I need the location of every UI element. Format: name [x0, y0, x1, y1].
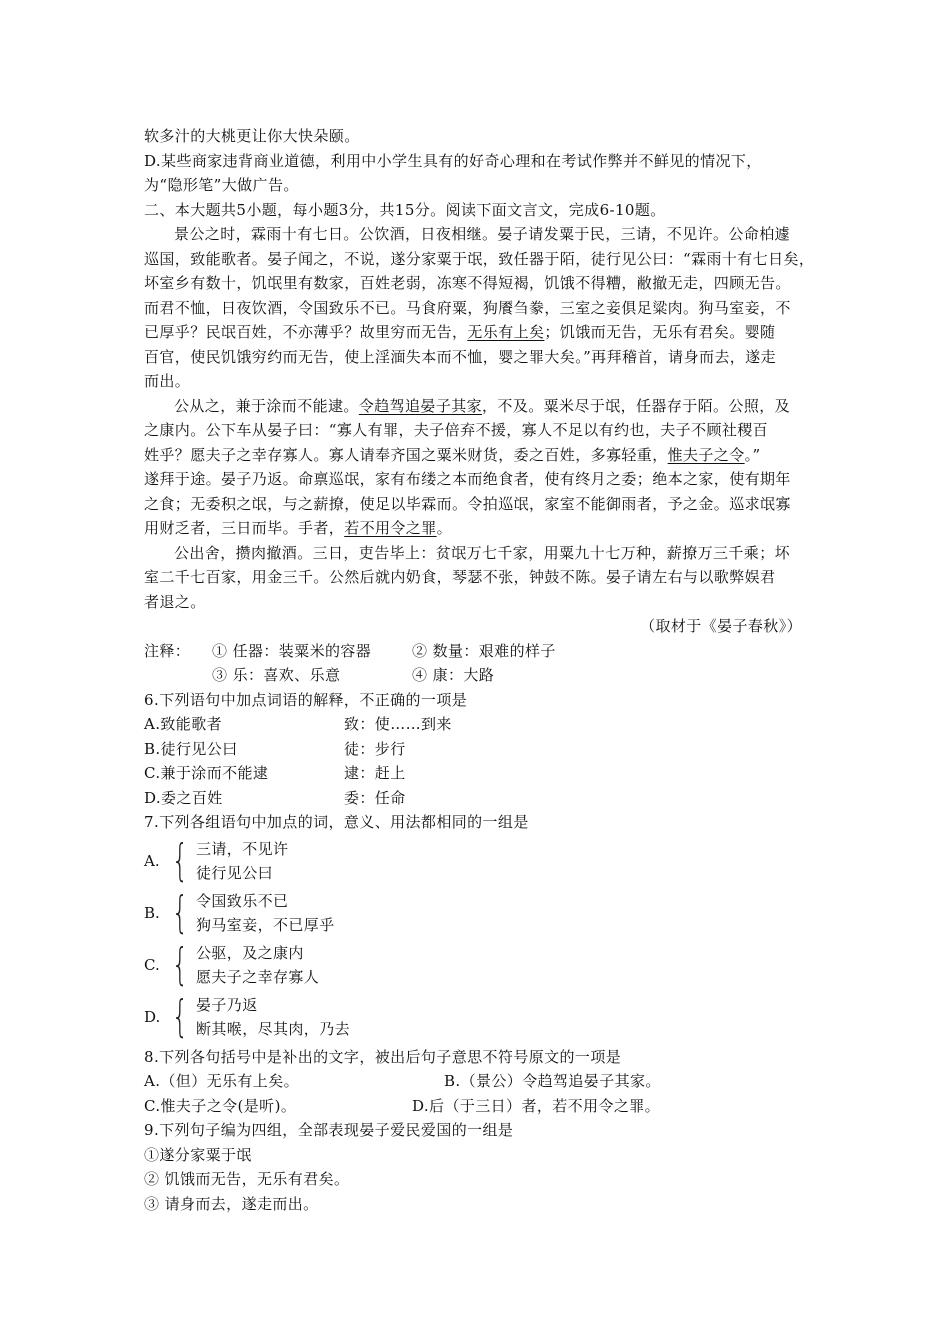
passage-line: 景公之时，霖雨十有七日。公饮酒，日夜相继。晏子请发粟于民，三请，不见许。公命柏遽 [174, 225, 791, 243]
question-9-item: ①遂分家粟于氓 [144, 1145, 252, 1164]
brace-icon: { [171, 938, 189, 990]
question-6-option: A.致能歌者 致：使……到来 [144, 715, 452, 733]
notes-row [144, 663, 814, 688]
question-6-option: B.徒行见公曰 徒：步行 [144, 739, 406, 758]
passage-line: 之食；无委积之氓，与之薪撩，使足以毕霖而。令拍巡氓，家室不能御雨者，予之金。巡求氓寡 [144, 494, 791, 513]
passage-line: 巡国，致能歌者。晏子闻之，不说，遂分家粟于氓，致任器于陌，徒行见公曰：“霖雨十有七日矣， [144, 249, 815, 268]
note-item: ③ 乐：喜欢、乐意 [212, 666, 341, 684]
question-8-option-a: A.（但）无乐有上矣。 [144, 1072, 300, 1090]
question-8-option-d: D.后（于三日）者，若不用令之罪。 [412, 1096, 661, 1115]
brace-icon: { [171, 990, 189, 1042]
passage-line: 遂拜于途。晏子乃返。命禀巡氓，家有布缕之本而绝食者，使有终月之委；绝本之家，使有期年 [144, 470, 791, 488]
passage-line: 而君不恤，日夜饮酒，令国致乐不已。马食府粟，狗餍刍豢，三室之妾俱足粱肉。狗马室妾，不 [144, 298, 791, 317]
passage-paragraph-1 [144, 222, 814, 394]
brace-icon: { [171, 886, 189, 938]
underlined-phrase: 若不用令之罪 [344, 519, 437, 537]
question-7-stem: 7.下列各组语句中加点的词，意义、用法都相同的一组是 [144, 813, 529, 831]
section-heading: 二、本大题共5小题，每小题3分，共15分。阅读下面文言文，完成6-10题。 [144, 200, 666, 219]
passage-line: 用财乏者，三日而毕。手者，若不用令之罪。 [144, 519, 453, 537]
passage-line: 公出舍，攒肉撤酒。三日，吏告毕上：贫氓万七千家，用粟九十七万种，薪撩万三千乘；坏 [174, 543, 791, 562]
question-6-option: C.兼于涂而不能逮 逮：赶上 [144, 764, 406, 782]
question-8-options [144, 1069, 814, 1094]
notes-row [144, 639, 814, 664]
option-d-line: 为“隐形笔”大做广告。 [144, 176, 299, 194]
notes-label: 注释： [144, 641, 191, 660]
option-label: C. [144, 955, 160, 974]
question-8-option-c: C.惟夫子之令(是听)。 [144, 1096, 297, 1115]
question-6-stem: 6.下列语句中加点词语的解释，不正确的一项是 [144, 690, 468, 709]
passage-line: 而出。 [144, 372, 191, 390]
source-citation: （取材于《晏子春秋》） [640, 617, 802, 635]
exam-page [144, 124, 814, 1216]
note-item: ① 任器：装粟米的容器 [212, 641, 372, 660]
question-8-option-b: B.（景公）令趋驾追晏子其家。 [444, 1072, 661, 1090]
question-7-option: D. { 晏子乃返 断其喉，尽其肉，乃去 [144, 990, 351, 1042]
question-9-item: ② 饥饿而无告，无乐有君矣。 [144, 1170, 350, 1188]
question-7-option: B. { 令国致乐不已 狗马室妾，不已厚乎 [144, 886, 335, 938]
passage-paragraph-3 [144, 541, 814, 615]
passage-paragraph-2 [144, 394, 814, 541]
question-8-stem: 8.下列各句括号中是补出的文字，被出后句子意思不符号原文的一项是 [144, 1047, 622, 1066]
note-item: ④ 康：大路 [412, 666, 495, 684]
underlined-phrase: 令趋驾追晏子其家 [358, 396, 483, 415]
question-9-item: ③ 请身而去，遂走而出。 [144, 1194, 319, 1213]
passage-line: 百官，使民饥饿穷约而无告，使上淫湎失本而不恤，婴之罪大矣。”再拜稽首，请身而去，遂走 [144, 347, 776, 366]
text-line: 软多汁的大桃更让你大快朵颐。 [144, 127, 360, 145]
option-label: D. [144, 1007, 161, 1026]
option-d-line: D.某些商家违背商业道德，利用中小学生具有的好奇心理和在考试作弊并不鲜见的情况下， [144, 151, 762, 170]
option-label: B. [144, 903, 160, 922]
option-label: A. [144, 851, 160, 870]
passage-line: 坏室乡有数十，饥氓里有数家，百姓老弱，冻寒不得短褐，饥饿不得糟，敝撤无走，四顾无告。 [144, 274, 791, 292]
question-8-options [144, 1094, 814, 1119]
brace-icon: { [171, 834, 189, 886]
question-9-stem: 9.下列句子编为四组，全部表现晏子爱民爱国的一组是 [144, 1121, 514, 1139]
underlined-phrase: 惟夫子之令 [667, 445, 745, 464]
passage-line: 已厚乎？民氓百姓，不亦薄乎？故里穷而无告，无乐有上矣；饥饿而无告，无乐有君矣。婴随 [144, 323, 776, 341]
question-7-option: C. { 公驱，及之康内 愿夫子之幸存寡人 [144, 938, 320, 990]
passage-line: 室二千七百家，用金三千。公然后就内奶食，琴瑟不张，钟鼓不陈。晏子请左右与以歌弊娱君 [144, 568, 776, 586]
passage-line: 公从之，兼于涂而不能逮。令趋驾追晏子其家，不及。粟米尽于氓，任器存于陌。公照，及 [174, 396, 791, 415]
passage-line: 者退之。 [144, 592, 206, 611]
note-item: ② 数量：艰难的样子 [412, 641, 556, 660]
question-7-option: A. { 三请，不见许 徒行见公曰 [144, 834, 289, 886]
underlined-phrase: 无乐有上矣 [467, 323, 545, 341]
question-6-option: D.委之百姓 委：任命 [144, 788, 406, 807]
passage-line: 之康内。公下车从晏子曰：“寡人有罪，夫子倍弃不援，寡人不足以有约也，夫子不顾社稷百 [144, 421, 769, 439]
passage-line: 姓乎？愿夫子之幸存寡人。寡人请奉齐国之粟米财货，委之百姓，多寡轻重，惟夫子之令。” [144, 445, 761, 464]
